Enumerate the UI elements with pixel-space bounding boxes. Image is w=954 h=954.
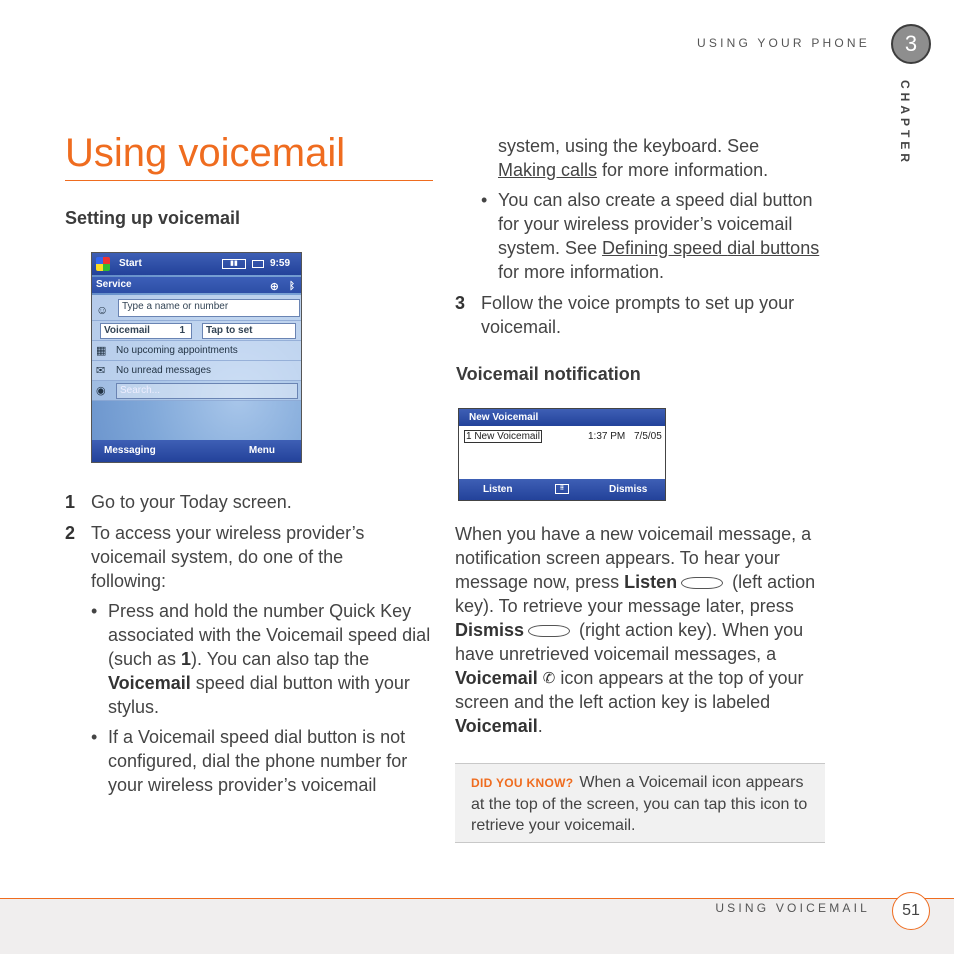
section-heading-setup: Setting up voicemail xyxy=(65,208,241,228)
voicemail-item-label: 1 New Voicemail xyxy=(466,431,540,442)
search-globe-icon: ◉ xyxy=(96,385,106,397)
step-2-text: To access your wireless provider’s voicemail system, do one of the following: xyxy=(91,523,365,591)
right-action-key-icon xyxy=(528,625,570,637)
signal-icon: ▮▮ xyxy=(222,259,246,269)
appointments-row[interactable] xyxy=(92,341,301,361)
search-phone-row xyxy=(92,381,301,401)
voicemail-speed-dial-button[interactable] xyxy=(100,323,192,339)
section-heading-notification: Voicemail notification xyxy=(456,364,641,384)
bullet-dot: • xyxy=(91,727,98,747)
soft-key-bar xyxy=(92,440,301,462)
tip-label: DID YOU KNOW? xyxy=(471,776,574,790)
menu-soft-key[interactable]: Menu xyxy=(248,445,275,456)
new-voicemail-screenshot xyxy=(458,408,666,501)
bullet-speed-dial: You can also create a speed dial button for your wireless provider’s voicemail system. See Defining speed dial buttons for more information. xyxy=(498,190,820,282)
name-number-input[interactable]: Type a name or number xyxy=(118,299,300,317)
messages-row[interactable] xyxy=(92,361,301,381)
keyboard-icon[interactable]: ⠿ xyxy=(555,484,569,494)
today-screen-screenshot xyxy=(91,252,302,463)
tip-text: When a Voicemail icon appears at the top of the screen, you can tap this icon to retrieve your voicemail. xyxy=(471,774,808,834)
appointments-text: No upcoming appointments xyxy=(116,345,238,356)
windows-flag-icon xyxy=(96,257,110,271)
search-row xyxy=(92,295,301,321)
title-bar xyxy=(92,253,301,275)
page-title: Using voicemail xyxy=(65,131,346,175)
step-2-number: 2 xyxy=(65,523,76,543)
bullet-dot: • xyxy=(481,190,488,210)
speed-dial-label: Voicemail xyxy=(104,325,150,336)
chapter-number-badge: 3 xyxy=(891,24,931,64)
bullet-dot: • xyxy=(91,601,98,621)
voicemail-item-time: 1:37 PM xyxy=(588,431,626,442)
notification-paragraph: When you have a new voicemail message, a notification screen appears. To hear your message now, press Listen (left action key). To retrieve your message later, press Dismiss (right action key). When you have unretrieved voicemail messages, a Voicemail ✆ icon appears at the top of your screen and the left action key is labeled Voicemail. xyxy=(455,524,816,736)
page-number: 51 xyxy=(892,892,930,930)
step-1-text: Go to your Today screen. xyxy=(91,492,292,512)
notification-soft-key-bar xyxy=(459,479,665,500)
dismiss-soft-key[interactable]: Dismiss xyxy=(609,484,648,495)
gps-icon: ⊕ xyxy=(269,281,279,293)
bluetooth-icon: ᛒ xyxy=(289,281,295,292)
bullet-quick-key: Press and hold the number Quick Key associated with the Voicemail speed dial (such as 1). You can also tap the Voicemail speed dial button with your stylus. xyxy=(108,601,431,717)
tap-to-set-button[interactable]: Tap to set xyxy=(202,323,296,339)
title-rule xyxy=(65,180,433,181)
chapter-label-vertical xyxy=(890,80,934,170)
voicemail-icon: ✆ xyxy=(542,670,556,688)
voicemail-item-date: 7/5/05 xyxy=(634,431,662,442)
voicemail-list-item[interactable] xyxy=(464,431,662,445)
bullet-dial-number-continued: system, using the keyboard. See Making calls for more information. xyxy=(498,136,769,180)
clock-time: 9:59 xyxy=(270,258,291,269)
start-label: Start xyxy=(119,258,142,269)
new-voicemail-title: New Voicemail xyxy=(459,409,665,426)
step-3-text: Follow the voice prompts to set up your voicemail. xyxy=(481,293,795,337)
step-3-number: 3 xyxy=(455,293,466,313)
speed-dial-row xyxy=(92,321,301,341)
contacts-icon: ☺ xyxy=(96,303,109,317)
service-bar xyxy=(92,277,301,293)
defining-speed-dial-link[interactable]: Defining speed dial buttons xyxy=(602,238,820,258)
service-label: Service xyxy=(96,279,132,290)
speed-dial-key: 1 xyxy=(179,325,185,336)
messaging-soft-key[interactable]: Messaging xyxy=(104,445,156,456)
did-you-know-tip xyxy=(455,763,825,843)
calendar-icon: ▦ xyxy=(96,345,107,357)
step-1-number: 1 xyxy=(65,492,76,512)
making-calls-link[interactable]: Making calls xyxy=(498,160,598,180)
left-action-key-icon xyxy=(681,577,723,589)
search-field[interactable]: Search... xyxy=(116,383,298,399)
running-head: USING YOUR PHONE xyxy=(697,36,870,50)
listen-soft-key[interactable]: Listen xyxy=(483,484,513,495)
messages-text: No unread messages xyxy=(116,365,212,376)
running-foot: USING VOICEMAIL xyxy=(715,901,870,915)
bullet-dial-number: If a Voicemail speed dial button is not configured, dial the phone number for your wireless provider’s voicemail xyxy=(108,727,408,795)
envelope-icon: ✉ xyxy=(96,365,106,377)
chapter-label: CHAPTER xyxy=(898,80,912,167)
